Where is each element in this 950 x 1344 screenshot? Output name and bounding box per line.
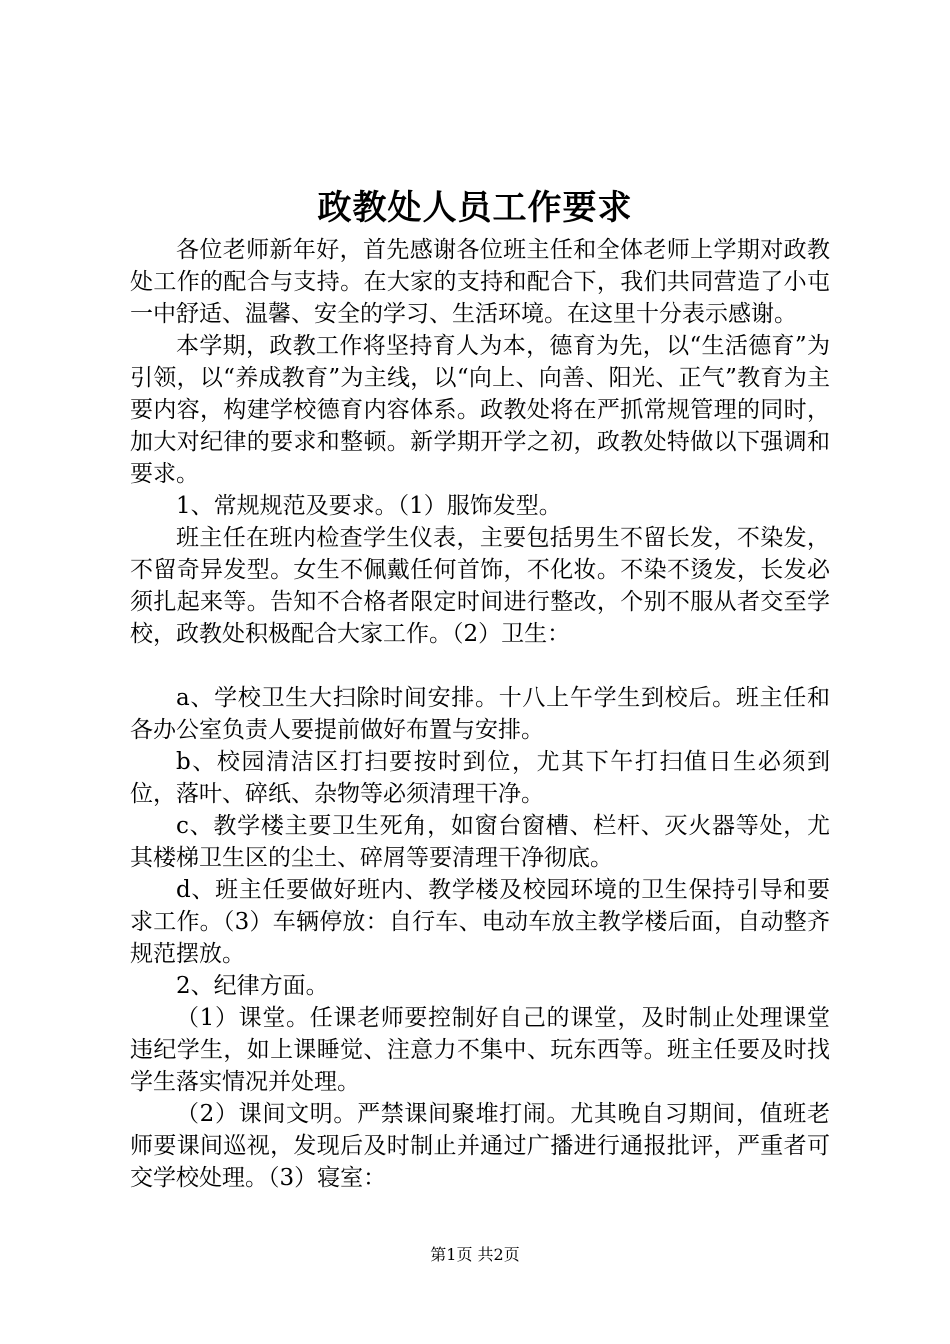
paragraph-hygiene-d: d、班主任要做好班内、教学楼及校园环境的卫生保持引导和要求工作。（3）车辆停放：自行车、电动车放主教学楼后面，自动整齐规范摆放。 (130, 877, 830, 967)
paragraph-hygiene-b: b、校园清洁区打扫要按时到位，尤其下午打扫值日生必须到位，落叶、碎纸、杂物等必须清理干净。 (130, 749, 830, 807)
paragraph-hygiene-c: c、教学楼主要卫生死角，如窗台窗槽、栏杆、灭火器等处，尤其楼梯卫生区的尘土、碎屑等要清理干净彻底。 (130, 813, 830, 871)
blank-line (130, 650, 830, 682)
paragraph-hygiene-a: a、学校卫生大扫除时间安排。十八上午学生到校后。班主任和各办公室负责人要提前做好布置与安排。 (130, 685, 830, 743)
paragraph-semester-plan: 本学期，政教工作将坚持育人为本，德育为先，以“生活德育”为引领，以“养成教育”为主线，以“向上、向善、阳光、正气”教育为主要内容，构建学校德育内容体系。政教处将在严抓常规管理的同时，加大对纪律的要求和整顿。新学期开学之初，政教处特做以下强调和要求。 (130, 333, 830, 487)
page-footer: 第1页 共2页 (430, 1245, 520, 1264)
paragraph-section-1-heading: 1、常规规范及要求。（1）服饰发型。 (176, 493, 562, 519)
document-title: 政教处人员工作要求 (317, 188, 633, 228)
paragraph-section-2-heading: 2、纪律方面。 (176, 973, 329, 999)
paragraph-break-conduct: （2）课间文明。严禁课间聚堆打闹。尤其晚自习期间，值班老师要课间巡视，发现后及时制止并通过广播进行通报批评，严重者可交学校处理。（3）寝室： (130, 1101, 830, 1191)
paragraph-classroom: （1）课堂。任课老师要控制好自己的课堂，及时制止处理课堂违纪学生，如上课睡觉、注意力不集中、玩东西等。班主任要及时找学生落实情况并处理。 (130, 1005, 830, 1095)
document-body (130, 234, 830, 1194)
paragraph-appearance: 班主任在班内检查学生仪表，主要包括男生不留长发，不染发，不留奇异发型。女生不佩戴任何首饰，不化妆。不染不烫发，长发必须扎起来等。告知不合格者限定时间进行整改，个别不服从者交至学校，政教处积极配合大家工作。（2）卫生： (130, 525, 830, 647)
paragraph-greeting: 各位老师新年好，首先感谢各位班主任和全体老师上学期对政教处工作的配合与支持。在大家的支持和配合下，我们共同营造了小屯一中舒适、温馨、安全的学习、生活环境。在这里十分表示感谢。 (130, 237, 830, 327)
